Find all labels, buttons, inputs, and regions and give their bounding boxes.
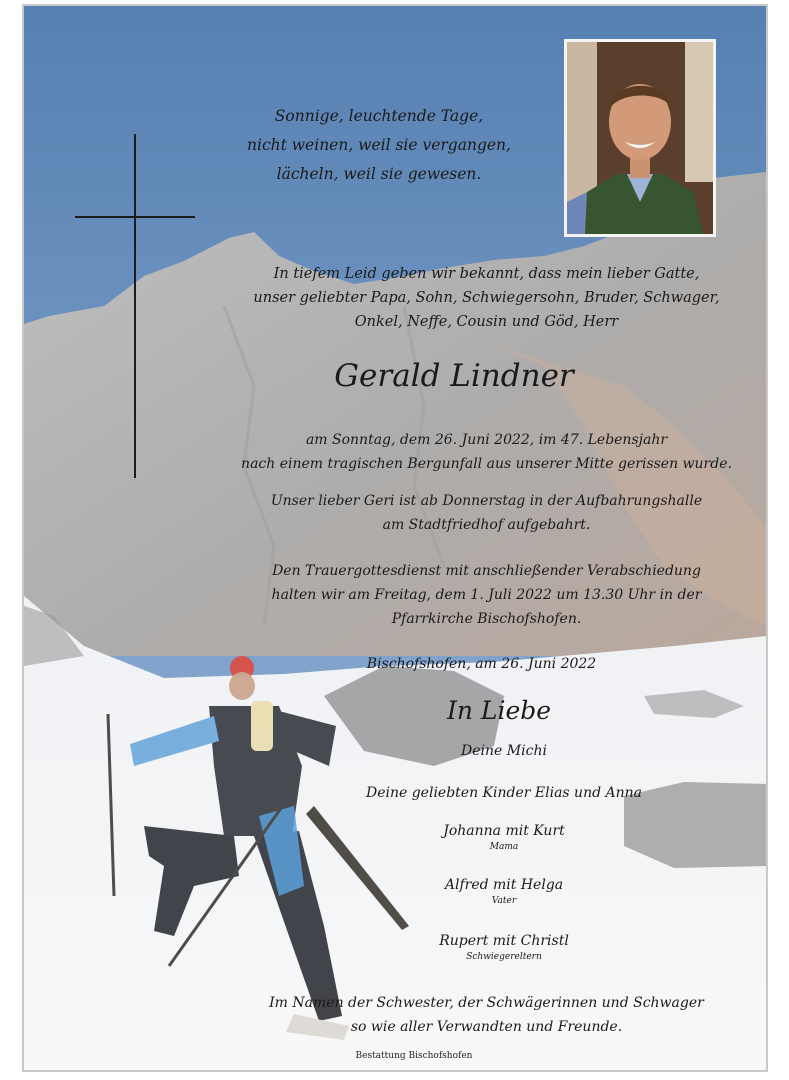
funeral-home-footer: Bestattung Bischofshofen [355, 1051, 473, 1061]
closing-line-1: Im Namen der Schwester, der Schwägerinnen und Schwager [269, 995, 704, 1011]
mourner-entry [294, 875, 714, 907]
closing-line-2: so wie aller Verwandten und Freunde. [350, 1019, 623, 1035]
death-notice-line-1: am Sonntag, dem 26. Juni 2022, im 47. Lebensjahr [305, 432, 668, 448]
obituary-card [22, 4, 768, 1072]
mass-line-1: Den Trauergottesdienst mit anschließender Verabschiedung [272, 563, 701, 579]
mourner-entry [294, 931, 714, 963]
mourner-relation: Mama [489, 842, 519, 852]
portrait-photo [564, 39, 716, 237]
mourner-entry [294, 741, 714, 761]
intro-line-2: unser geliebter Papa, Sohn, Schwiegersohn, Bruder, Schwager, [253, 290, 720, 306]
viewing-info [229, 489, 744, 537]
cross-icon [134, 134, 136, 478]
intro-line-1: In tiefem Leid geben wir bekannt, dass mein lieber Gatte, [273, 266, 700, 282]
poem [224, 102, 534, 189]
mass-line-2: halten wir am Freitag, dem 1. Juli 2022 um 13.30 Uhr in der [271, 587, 702, 603]
mourner-entry [294, 821, 714, 853]
funeral-mass-info [229, 559, 744, 631]
cross-icon-bar [75, 216, 195, 218]
mourner-name: Johanna mit Kurt [443, 823, 565, 839]
deceased-name: Gerald Lindner [334, 358, 574, 394]
mourner-name: Deine geliebten Kinder Elias und Anna [365, 785, 642, 801]
mourner-relation: Vater [491, 896, 517, 906]
death-notice-line-2: nach einem tragischen Bergunfall aus unserer Mitte gerissen wurde. [241, 456, 732, 472]
mourner-entry [294, 783, 714, 803]
closing-text [229, 991, 744, 1039]
poem-line-3: lächeln, weil sie gewesen. [276, 165, 482, 183]
viewing-line-2: am Stadtfriedhof aufgebahrt. [382, 517, 591, 533]
poem-line-2: nicht weinen, weil sie vergangen, [247, 136, 511, 154]
intro-text [229, 262, 744, 334]
mourner-name: Alfred mit Helga [444, 877, 564, 893]
in-love-heading: In Liebe [446, 696, 552, 725]
place-date: Bischofshofen, am 26. Juni 2022 [366, 656, 597, 672]
mourner-relation: Schwiegereltern [466, 952, 542, 962]
mourner-name: Deine Michi [461, 743, 547, 759]
mass-line-3: Pfarrkirche Bischofshofen. [391, 611, 582, 627]
intro-line-3: Onkel, Neffe, Cousin und Göd, Herr [354, 314, 619, 330]
death-notice [229, 428, 744, 476]
poem-line-1: Sonnige, leuchtende Tage, [274, 107, 484, 125]
mourner-name: Rupert mit Christl [439, 933, 569, 949]
viewing-line-1: Unser lieber Geri ist ab Donnerstag in der Aufbahrungshalle [270, 493, 703, 509]
